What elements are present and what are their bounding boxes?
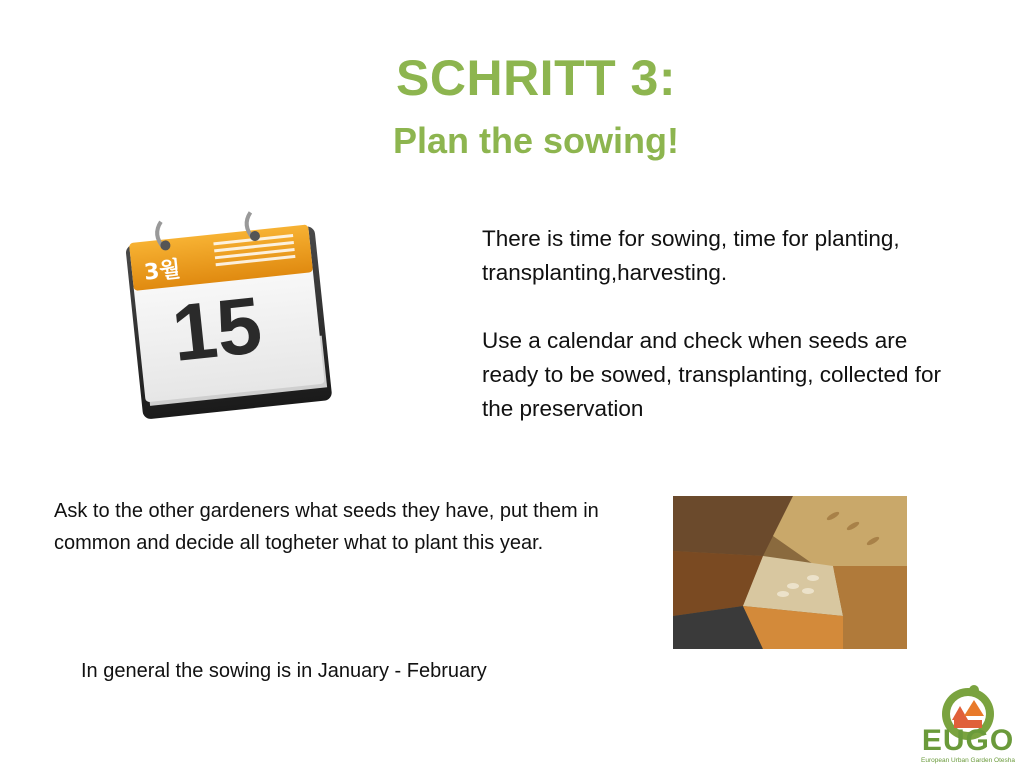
sowing-time-paragraph: There is time for sowing, time for planting, transplanting,harvesting. [482,226,900,285]
calendar-day-number: 15 [168,280,266,378]
slide-title: SCHRITT 3: [396,50,676,106]
calendar-advice-paragraph: Use a calendar and check when seeds are ready to be sowed, transplanting, collected for the preservation [482,328,942,421]
eugo-logo-tagline: European Urban Garden Otesha [921,757,1015,764]
sowing-period-paragraph: In general the sowing is in January - February [81,660,487,682]
calendar-month-label: 3월 [142,257,182,286]
seeds-photo [673,496,907,649]
calendar-icon [110,195,350,420]
eugo-logo-text: EUGO [921,724,1015,757]
ask-gardeners-paragraph: Ask to the other gardeners what seeds they have, put them in common and decide all togheter what to plant this year. [54,500,599,554]
slide-subtitle: Plan the sowing! [392,120,679,161]
